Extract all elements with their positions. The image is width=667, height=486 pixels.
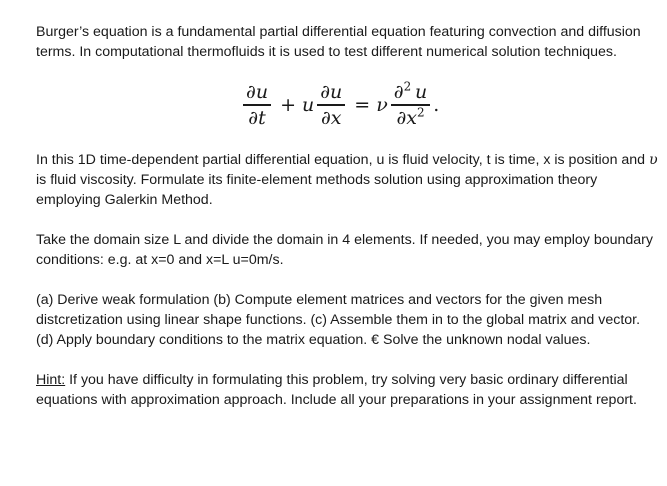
d2u-dx2-numerator <box>391 80 431 104</box>
d2u-dx2-denominator <box>393 106 427 130</box>
coefficient-nu: ν <box>376 94 388 116</box>
intro-paragraph: Burger’s equation is a fundamental partial differential equation featuring convection and diffusion terms. In computational thermofluids it is used to test different numerical solution techniques. <box>36 24 641 60</box>
variables-paragraph <box>36 150 658 210</box>
viscosity-symbol: υ <box>649 152 658 168</box>
partial-symbol: ∂ <box>393 81 404 104</box>
hint-paragraph <box>36 370 658 410</box>
equation-row <box>240 74 439 136</box>
partial-x: ∂x <box>396 106 417 129</box>
variables-text-part1: In this 1D time-dependent partial differential equation, u is fluid velocity, t is time, x is position and <box>36 152 650 168</box>
du-dt-fraction <box>243 80 271 129</box>
du-dx-denominator: ∂x <box>320 106 342 129</box>
x-squared-exponent: 2 <box>416 105 425 120</box>
domain-paragraph: Take the domain size L and divide the domain in 4 elements. If needed, you may employ boundary conditions: e.g. at x=0 and x=L u=0m/s. <box>36 232 654 268</box>
document-body <box>36 22 658 410</box>
du-dt-denominator: ∂t <box>248 106 266 129</box>
plus-operator: + <box>280 94 296 116</box>
du-dx-fraction <box>317 80 345 129</box>
equation-period: . <box>433 94 440 116</box>
hint-label: Hint: <box>36 372 66 388</box>
coefficient-u: u <box>301 94 315 116</box>
du-dx-numerator: ∂u <box>320 81 343 104</box>
d2u-dx2-fraction <box>391 80 431 129</box>
equals-operator: = <box>354 94 371 116</box>
tasks-paragraph: (a) Derive weak formulation (b) Compute element matrices and vectors for the given mesh distcretization using linear shape functions. (c) Assemble them in to the global matrix and vector. (d) Apply boundary conditions to the matrix equation. € Solve the unknown nodal values. <box>36 292 641 348</box>
second-order-exponent: 2 <box>403 80 412 95</box>
hint-text: If you have difficulty in formulating this problem, try solving very basic ordinary differential equations with approximation approach. Include all your preparations in your assignment report. <box>36 372 637 408</box>
variables-text-part2: is fluid viscosity. Formulate its finite-element methods solution using approximation theory employing Galerkin Method. <box>36 172 598 208</box>
burgers-equation <box>36 74 658 136</box>
du-dt-numerator: ∂u <box>246 81 269 104</box>
u-variable: u <box>415 81 428 104</box>
